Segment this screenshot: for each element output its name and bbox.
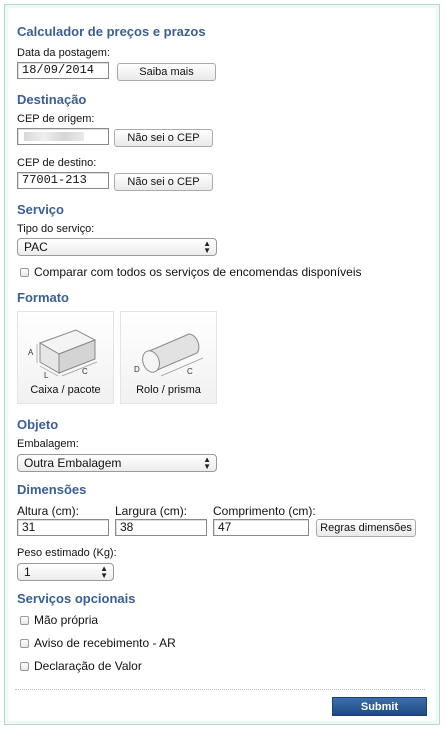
embalagem-value: Outra Embalagem <box>24 456 122 470</box>
tipo-servico-label: Tipo do serviço: <box>17 223 95 235</box>
altura-label: Altura (cm): <box>17 504 80 518</box>
divider <box>15 689 425 690</box>
box-icon <box>18 312 115 384</box>
largura-label: Largura (cm): <box>115 504 188 518</box>
tipo-servico-value: PAC <box>24 240 48 254</box>
saiba-mais-button[interactable]: Saiba mais <box>117 63 216 81</box>
tipo-servico-select[interactable] <box>17 238 217 256</box>
nao-sei-cep-destino-button[interactable]: Não sei o CEP <box>114 173 213 191</box>
embalagem-select[interactable] <box>17 454 217 472</box>
select-arrows-icon: ▲ ▼ <box>203 239 211 255</box>
comparar-label: Comparar com todos os serviços de encomendas disponíveis <box>34 265 362 279</box>
mao-propria-checkbox[interactable] <box>20 616 29 625</box>
objeto-heading: Objeto <box>17 417 59 432</box>
largura-input[interactable]: 38 <box>115 519 207 536</box>
dim-letter-c2: C <box>187 367 193 376</box>
postagem-date-input[interactable]: 18/09/2014 <box>17 62 109 79</box>
submit-button[interactable]: Submit <box>332 697 427 716</box>
aviso-recebimento-checkbox[interactable] <box>20 639 29 648</box>
cep-destino-label: CEP de destino: <box>17 157 97 169</box>
postagem-label: Data da postagem: <box>17 47 110 59</box>
peso-value: 1 <box>24 565 31 579</box>
dim-letter-d: D <box>134 365 140 374</box>
dim-letter-c: C <box>82 367 88 376</box>
cep-destino-input[interactable]: 77001-213 <box>17 172 109 189</box>
peso-select[interactable] <box>17 563 114 581</box>
formato-rolo-label: Rolo / prisma <box>136 384 201 396</box>
mao-propria-label: Mão própria <box>34 613 99 627</box>
aviso-recebimento-label: Aviso de recebimento - AR <box>34 636 176 650</box>
comparar-checkbox[interactable] <box>20 268 29 277</box>
embalagem-label: Embalagem: <box>17 438 79 450</box>
dim-letter-l: L <box>44 371 49 380</box>
nao-sei-cep-origem-button[interactable]: Não sei o CEP <box>114 129 213 147</box>
formato-caixa-option[interactable] <box>17 311 114 404</box>
cylinder-icon <box>121 312 218 384</box>
select-arrows-icon: ▲ ▼ <box>203 455 211 471</box>
servico-heading: Serviço <box>17 202 64 217</box>
altura-input[interactable]: 31 <box>17 519 109 536</box>
redacted-value <box>24 132 84 141</box>
formato-heading: Formato <box>17 290 69 305</box>
declaracao-valor-label: Declaração de Valor <box>34 659 142 673</box>
cep-origem-label: CEP de origem: <box>17 113 95 125</box>
formato-caixa-label: Caixa / pacote <box>30 384 101 396</box>
opcionais-heading: Serviços opcionais <box>17 591 136 606</box>
declaracao-valor-checkbox[interactable] <box>20 662 29 671</box>
peso-label: Peso estimado (Kg): <box>17 547 117 559</box>
comprimento-input[interactable]: 47 <box>213 519 309 536</box>
destinacao-heading: Destinação <box>17 92 87 107</box>
page-title: Calculador de preços e prazos <box>17 24 206 39</box>
dim-letter-a: A <box>28 348 34 357</box>
regras-dimensoes-button[interactable]: Regras dimensões <box>316 519 416 537</box>
dimensoes-heading: Dimensões <box>17 482 87 497</box>
select-arrows-icon: ▲ ▼ <box>100 564 108 580</box>
comprimento-label: Comprimento (cm): <box>213 504 316 518</box>
formato-rolo-option[interactable] <box>120 311 217 404</box>
